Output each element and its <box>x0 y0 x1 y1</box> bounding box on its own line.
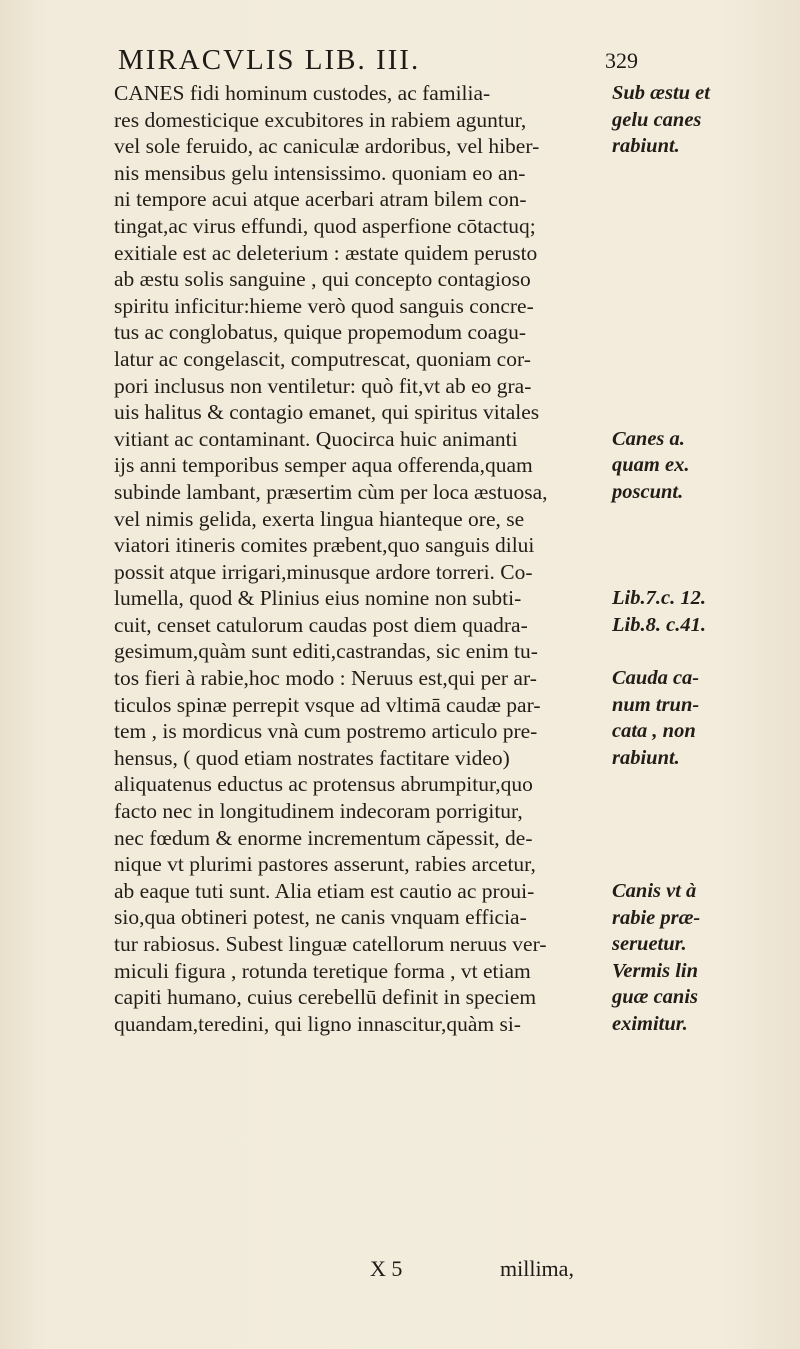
text-line: spiritu inficitur:hieme verò quod sanguis concre- <box>114 293 534 318</box>
margin-note: Lib.7.c. 12. <box>612 587 706 610</box>
margin-note: Cauda ca- <box>612 667 700 690</box>
text-line: quandam,teredini, qui ligno innascitur,quàm si- <box>114 1011 521 1036</box>
margin-note: Vermis lin <box>612 959 699 982</box>
text-line: ab æstu solis sanguine , qui concepto contagioso <box>114 267 531 292</box>
margin-note: quam ex. <box>612 454 690 477</box>
text-line: ni tempore acui atque acerbari atram bilem con- <box>114 187 527 212</box>
margin-note: num trun- <box>612 693 700 716</box>
text-line: vel nimis gelida, exerta lingua hianteque ore, se <box>114 506 525 531</box>
text-line: CANES fidi hominum custodes, ac familia- <box>114 81 491 105</box>
margin-note: gelu canes <box>612 108 702 131</box>
page-header <box>118 44 638 78</box>
margin-note: rabiunt. <box>612 135 680 158</box>
margin-note: seruetur. <box>612 933 687 956</box>
text-line: possit atque irrigari,minusque ardore torreri. Co- <box>114 559 533 584</box>
text-line: gesimum,quàm sunt editi,castrandas, sic enim tu- <box>114 639 538 664</box>
text-line: nique vt plurimi pastores asserunt, rabies arcetur, <box>114 852 536 877</box>
text-line: tus ac conglobatus, quique propemodum coagu- <box>114 320 526 345</box>
text-line: cuit, censet catulorum caudas post diem quadra- <box>114 612 528 637</box>
page-footer <box>370 1256 650 1286</box>
text-line: miculi figura , rotunda teretique forma , vt etiam <box>114 958 531 983</box>
margin-note: rabiunt. <box>612 747 680 769</box>
text-line: exitiale est ac deleterium : æstate quidem perusto <box>114 240 538 265</box>
text-line: nis mensibus gelu intensissimo. quoniam eo an- <box>114 160 526 185</box>
margin-note: Lib.8. c.41. <box>612 614 706 636</box>
text-line: lumella, quod & Plinius eius nomine non subti- <box>114 586 522 611</box>
text-line: ijs anni temporibus semper aqua offerenda,quam <box>114 453 533 478</box>
text-line: ab eaque tuti sunt. Alia etiam est cautio ac proui- <box>114 878 535 903</box>
text-line: nec fœdum & enorme incrementum căpessit, de- <box>114 825 533 850</box>
text-line: subinde lambant, præsertim cùm per loca æstuosa, <box>114 479 548 504</box>
margin-note: Sub æstu et <box>612 82 710 104</box>
signature-mark: X 5 <box>370 1256 403 1281</box>
text-line: tem , is mordicus vnà cum postremo articulo pre- <box>114 719 538 744</box>
running-head: MIRACVLIS LIB. III. <box>118 44 421 76</box>
text-line: capiti humano, cuius cerebellū definit in speciem <box>114 985 537 1010</box>
text-line: vitiant ac contaminant. Quocirca huic animanti <box>114 426 518 451</box>
margin-note: cata , non <box>612 720 696 743</box>
margin-note: guæ canis <box>612 986 699 1009</box>
text-line: latur ac congelascit, computrescat, quoniam cor- <box>114 346 531 371</box>
margin-note: Canis vt à <box>612 880 697 902</box>
text-line: tingat,ac virus effundi, quod asperfione cōtactuq; <box>114 213 536 238</box>
text-line: sio,qua obtineri potest, ne canis vnquam efficia- <box>114 905 527 930</box>
text-line: pori inclusus non ventiletur: quò fit,vt ab eo gra- <box>114 373 532 398</box>
text-line: vel sole feruido, ac caniculæ ardoribus, vel hiber- <box>114 134 540 159</box>
text-line: uis halitus & contagio emanet, qui spiritus vitales <box>114 400 540 425</box>
text-line: hensus, ( quod etiam nostrates factitare video) <box>114 745 510 770</box>
text-line: res domesticique excubitores in rabiem aguntur, <box>114 107 527 132</box>
margin-note: poscunt. <box>612 481 684 503</box>
text-line: aliquatenus eductus ac protensus abrumpitur,quo <box>114 772 533 797</box>
text-line: tur rabiosus. Subest linguæ catellorum neruus ver- <box>114 932 547 956</box>
catchword: millima, <box>500 1256 574 1281</box>
page-number: 329 <box>605 48 638 73</box>
main-text <box>114 80 602 1037</box>
margin-note: Canes a. <box>612 427 685 450</box>
text-line: ticulos spinæ perrepit vsque ad vltimā caudæ par- <box>114 692 541 717</box>
margin-note: rabie præ- <box>612 906 701 929</box>
margin-note: eximitur. <box>612 1013 688 1035</box>
text-line: viatori itineris comites præbent,quo sanguis dilui <box>114 533 535 558</box>
text-line: facto nec in longitudinem indecoram porrigitur, <box>114 799 523 824</box>
text-line: tos fieri à rabie,hoc modo : Neruus est,qui per ar- <box>114 666 537 691</box>
